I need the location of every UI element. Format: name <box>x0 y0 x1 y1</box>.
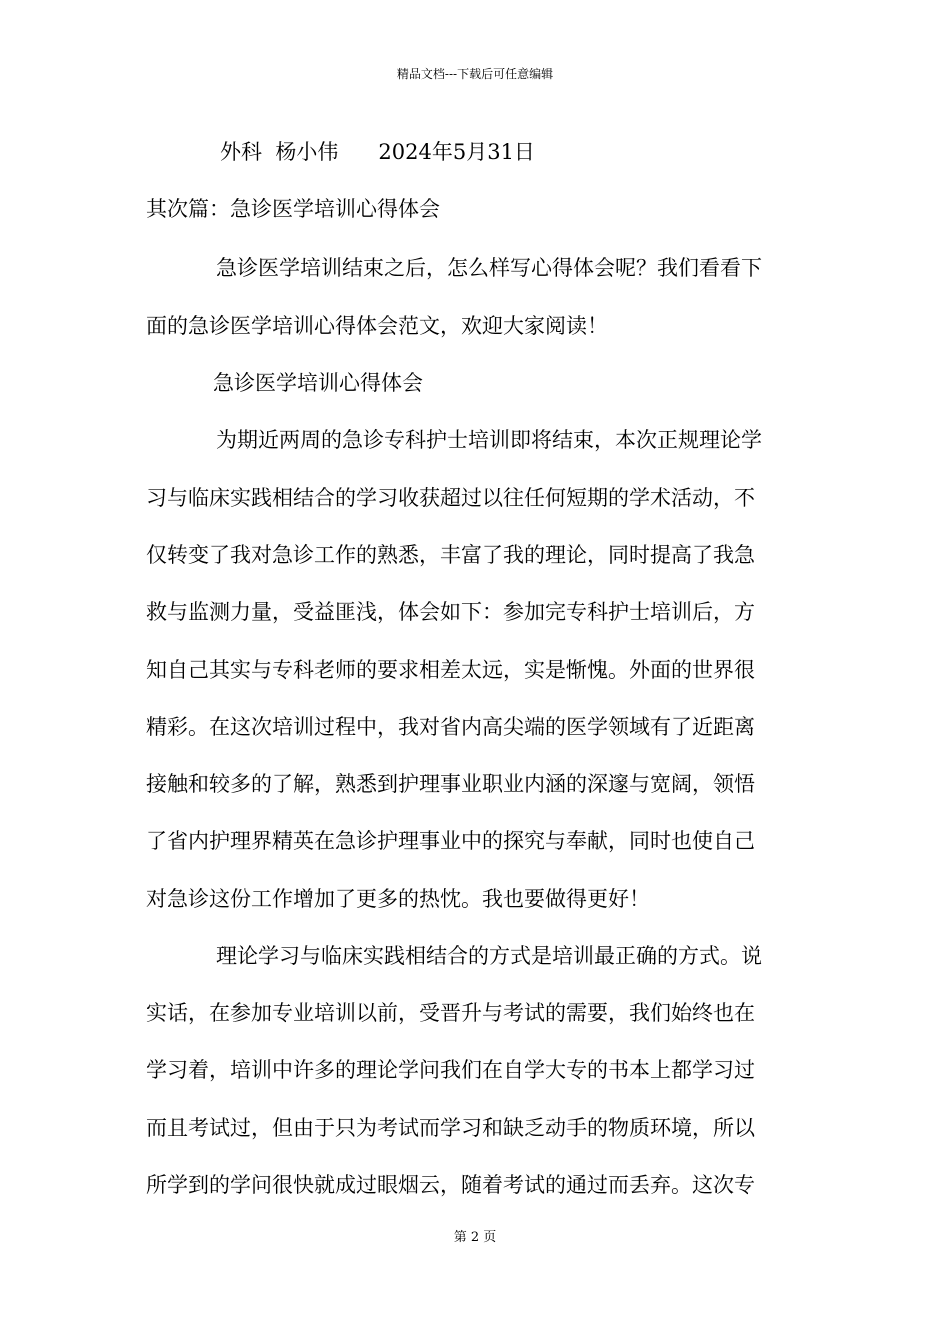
paragraph-line: 了省内护理界精英在急诊护理事业中的探究与奉献，同时也使自己 <box>146 829 755 853</box>
paragraph-line: 所学到的学问很快就成过眼烟云，随着考试的通过而丢弃。这次专 <box>146 1173 755 1197</box>
paragraph-line: 精彩。在这次培训过程中，我对省内高尖端的医学领域有了近距离 <box>146 715 755 739</box>
section-heading: 其次篇：急诊医学培训心得体会 <box>146 197 440 221</box>
paragraph-line: 救与监测力量，受益匪浅，体会如下：参加完专科护士培训后，方 <box>146 600 755 624</box>
paragraph-line: 对急诊这份工作增加了更多的热忱。我也要做得更好！ <box>146 887 650 911</box>
paragraph-line: 急诊医学培训结束之后，怎么样写心得体会呢？我们看看下 <box>216 256 762 280</box>
paragraph-line: 知自己其实与专科老师的要求相差太远，实是惭愧。外面的世界很 <box>146 658 755 682</box>
signature-line: 外科 杨小伟 2024年5月31日 <box>220 140 535 164</box>
paragraph-line: 学习着，培训中许多的理论学问我们在自学大专的书本上都学习过 <box>146 1058 755 1082</box>
paragraph-line: 接触和较多的了解，熟悉到护理事业职业内涵的深邃与宽阔，领悟 <box>146 772 755 796</box>
paragraph-line: 为期近两周的急诊专科护士培训即将结束，本次正规理论学 <box>216 428 762 452</box>
page-header: 精品文档---下载后可任意编辑 <box>396 67 554 81</box>
page-number: 第 2 页 <box>453 1230 497 1245</box>
article-title: 急诊医学培训心得体会 <box>213 371 423 395</box>
paragraph-line: 理论学习与临床实践相结合的方式是培训最正确的方式。说 <box>216 944 762 968</box>
paragraph-line: 仅转变了我对急诊工作的熟悉，丰富了我的理论，同时提高了我急 <box>146 543 755 567</box>
paragraph-line: 面的急诊医学培训心得体会范文，欢迎大家阅读！ <box>146 314 608 338</box>
paragraph-line: 习与临床实践相结合的学习收获超过以往任何短期的学术活动，不 <box>146 486 755 510</box>
paragraph-line: 而且考试过，但由于只为考试而学习和缺乏动手的物质环境，所以 <box>146 1116 755 1140</box>
paragraph-line: 实话，在参加专业培训以前，受晋升与考试的需要，我们始终也在 <box>146 1001 755 1025</box>
